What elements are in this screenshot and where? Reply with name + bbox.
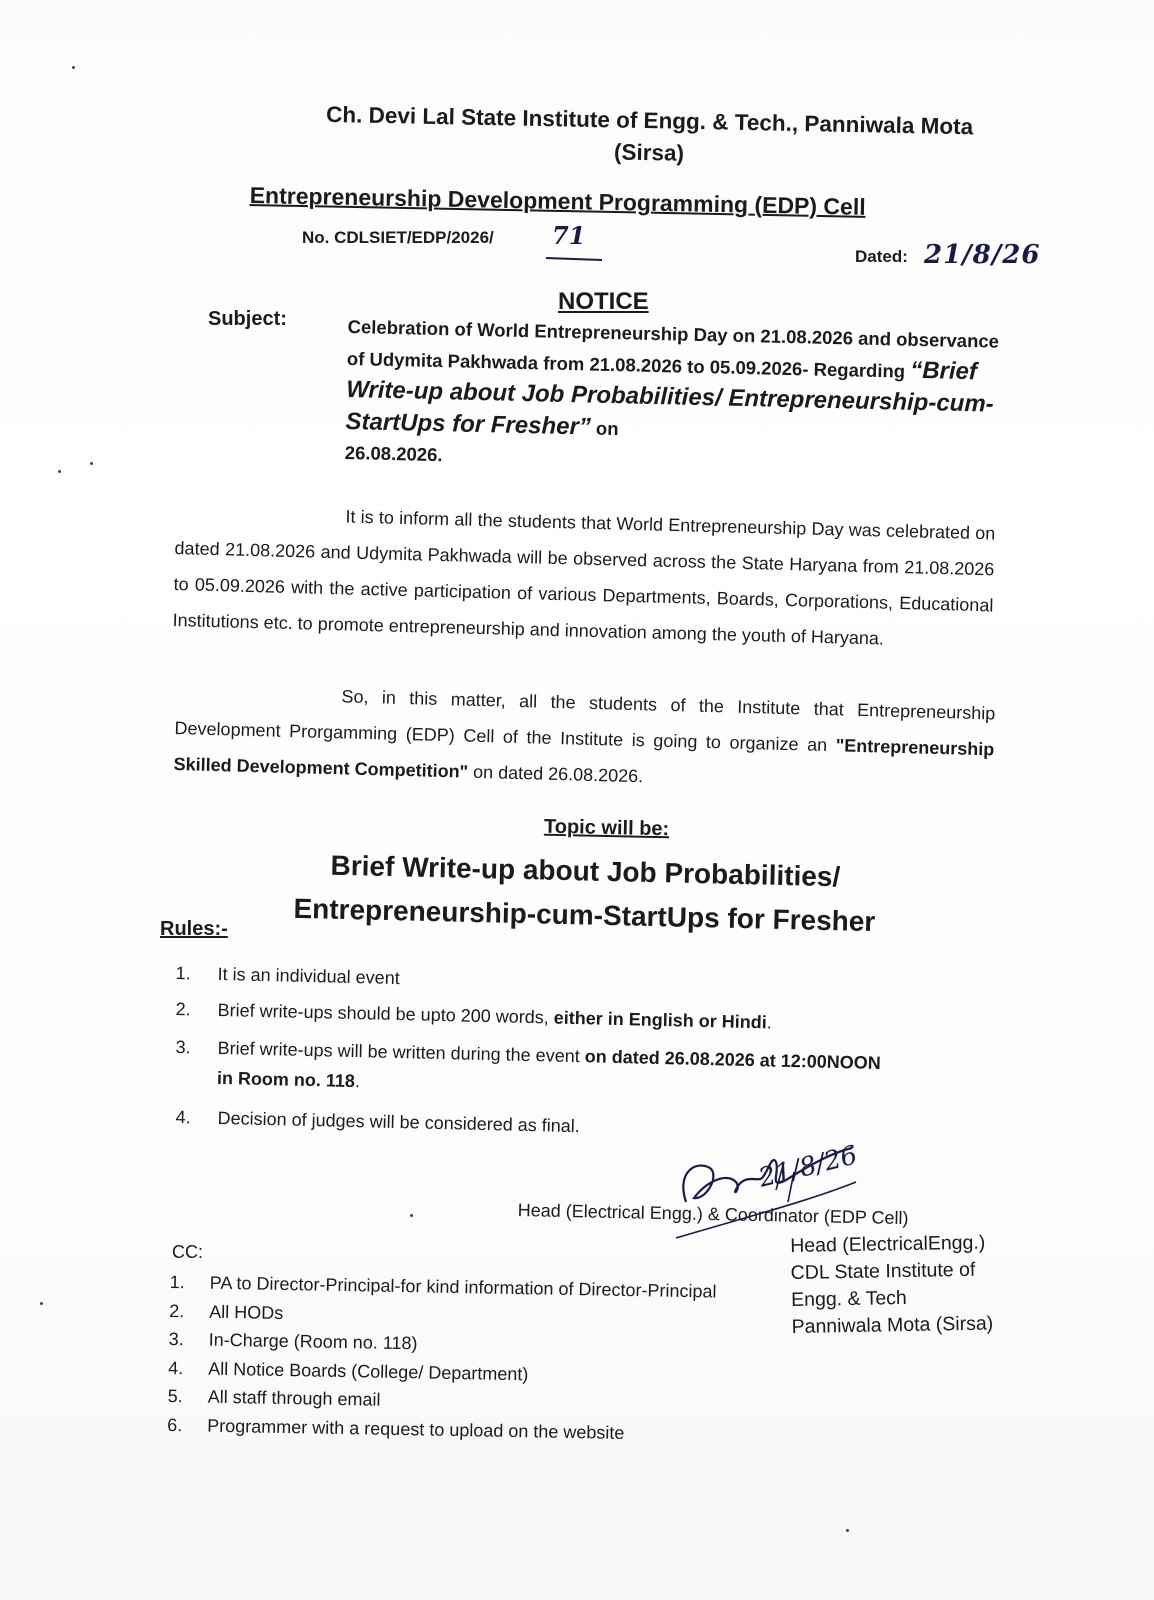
- subject-topic: “Brief Write-up about Job Probabilities/ Entrepreneurship-cum-StartUps for Fresher”: [345, 356, 995, 441]
- paper-speck: [90, 462, 93, 465]
- subject-text: [344, 312, 1003, 483]
- signature-line: CDL State Institute of: [790, 1258, 976, 1284]
- competition-name: "Entrepreneurship Skilled Development Competition": [173, 735, 995, 782]
- paper-speck: [72, 66, 75, 69]
- paper-speck: [410, 1214, 413, 1217]
- cell-name: Entrepreneurship Development Programming (EDP) Cell: [249, 182, 866, 220]
- rule-number: 4.: [175, 1106, 191, 1128]
- rule-item: [175, 958, 400, 993]
- cc-text: PA to Director-Principal-for kind information of Director-Principal: [209, 1272, 717, 1302]
- dated-label: Dated:: [855, 247, 908, 266]
- rule-number: 3.: [175, 1036, 191, 1058]
- cc-label: CC:: [172, 1242, 203, 1262]
- reference-number-label: No. CDLSIET/EDP/2026/: [302, 228, 494, 247]
- cc-number: 5.: [167, 1385, 183, 1407]
- rule-text-bold: either in English or Hindi: [553, 1007, 767, 1033]
- rule-number: 2.: [175, 998, 191, 1020]
- subject-on: on: [590, 417, 619, 440]
- rule-text: It is an individual event: [217, 963, 400, 989]
- notice-heading: NOTICE: [558, 288, 649, 315]
- rule-item: [175, 994, 772, 1038]
- paper-speck: [846, 1529, 849, 1532]
- cc-number: 2.: [169, 1300, 185, 1321]
- signature-line: Engg. & Tech: [790, 1286, 907, 1311]
- signature-line: Panniwala Mota (Sirsa): [791, 1312, 994, 1338]
- signature-line: Head (ElectricalEngg.): [790, 1231, 986, 1257]
- cc-text: In-Charge (Room no. 118): [208, 1329, 418, 1354]
- dated-handwritten: 21/8/26: [924, 240, 1041, 270]
- cc-number: 4.: [168, 1357, 184, 1378]
- paragraph2-text: So, in this matter, all the students of the Institute that Entrepreneurship Development Prorgamming (EDP) Cell of the Institute is going to organize an: [174, 686, 996, 756]
- topic-title: [254, 842, 916, 945]
- cc-list: [167, 1268, 717, 1449]
- body-paragraph-2: [173, 674, 996, 803]
- subject-description: Celebration of World Entrepreneurship Day on 21.08.2026 and observance of Udymita Pakhwada from 21.08.2026 to 05.09.2026- Regarding: [346, 315, 1000, 382]
- rule-item: [175, 1032, 881, 1108]
- rule-text: Decision of judges will be considered as final.: [217, 1107, 580, 1137]
- reference-number-handwritten: 71: [552, 221, 586, 250]
- subject-date: 26.08.2026.: [344, 441, 443, 466]
- cc-text: All HODs: [209, 1301, 284, 1323]
- subject-label: Subject:: [208, 308, 287, 330]
- rule-number: 1.: [175, 962, 191, 984]
- body-paragraph-1: It is to inform all the students that World Entrepreneurship Day was celebrated on dated 21.08.2026 and Udymita Pakhwada will be observed across the State Haryana from 21.08.2026 to 05.09.2026 with the active participation of various Departments, Boards, Corporations, Educational Institutions etc. to promote entrepreneurship and innovation among the youth of Haryana.: [172, 506, 996, 649]
- reference-underline: [546, 257, 602, 261]
- rule-text-bold: on dated 26.08.2026 at 12:00NOON: [584, 1046, 882, 1073]
- signature-handwritten-date: 21/8/26: [755, 1140, 861, 1194]
- paragraph2-date: on dated 26.08.2026.: [467, 761, 644, 787]
- institute-name-line2: (Sirsa): [613, 139, 685, 166]
- signature-title: Head (Electrical Engg.) & Coordinator (EDP Cell): [517, 1200, 909, 1229]
- rule-text-end: .: [766, 1012, 772, 1033]
- rules-label: Rules:-: [160, 918, 228, 940]
- institute-name-line1: Ch. Devi Lal State Institute of Engg. & Tech., Panniwala Mota: [325, 101, 974, 140]
- institute-name: [279, 98, 1020, 176]
- topic-title-line2: Entrepreneurship-cum-StartUps for Fresher: [293, 892, 876, 938]
- signature-block: [790, 1229, 993, 1341]
- rule-text: Brief write-ups will be written during the event: [217, 1037, 585, 1067]
- topic-title-line1: Brief Write-up about Job Probabilities/: [330, 849, 841, 893]
- cc-text: Programmer with a request to upload on the website: [207, 1415, 625, 1443]
- cc-text: All Notice Boards (College/ Department): [208, 1358, 529, 1384]
- paper-speck: [58, 470, 61, 473]
- rule-text-room: in Room no. 118: [216, 1067, 356, 1092]
- topic-label: Topic will be:: [543, 815, 670, 841]
- cc-text: All staff through email: [207, 1386, 381, 1410]
- cc-number: 3.: [168, 1328, 184, 1350]
- rule-text: Brief write-ups should be upto 200 words,: [217, 999, 554, 1028]
- cc-number: 1.: [169, 1271, 185, 1293]
- rule-text-end: .: [354, 1071, 361, 1092]
- rule-item: [175, 1102, 580, 1141]
- paper-speck: [40, 1302, 43, 1305]
- cc-number: 6.: [167, 1414, 183, 1435]
